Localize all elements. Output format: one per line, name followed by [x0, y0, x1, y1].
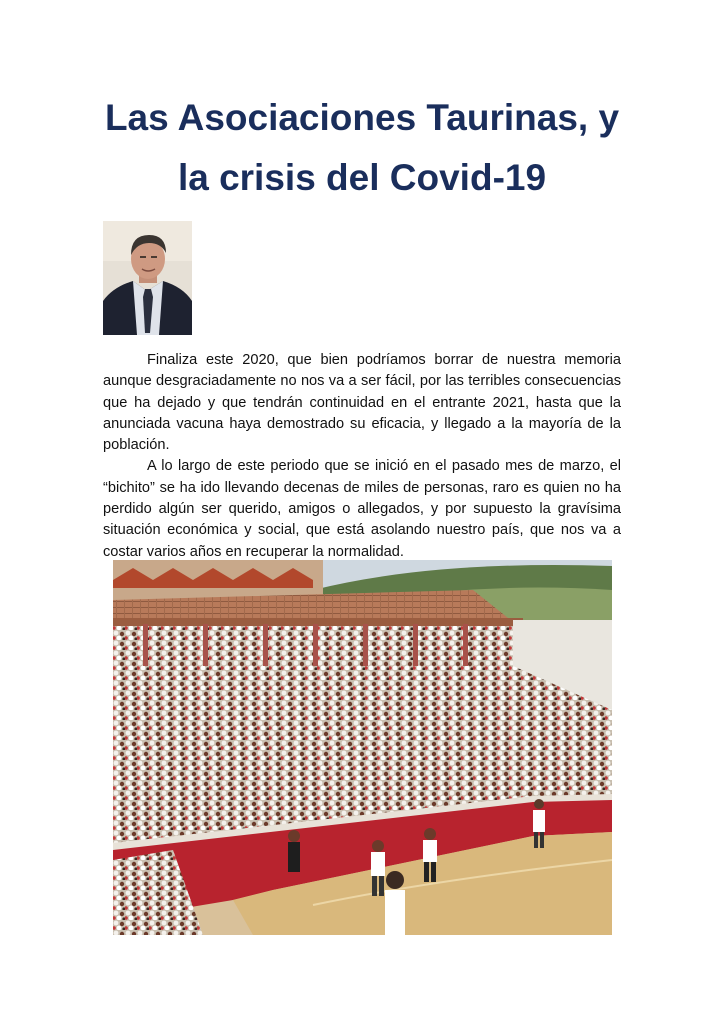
- bullring-crowd-photo: [113, 560, 612, 935]
- title-line-1: Las Asociaciones Taurinas, y: [104, 97, 620, 138]
- paragraph-1: Finaliza este 2020, que bien podríamos borrar de nuestra memoria aunque desgraciadamente no nos va a ser fácil, por las terribles consecuencias que ha dejado y que tendrán continuidad en el entrante 2021, hasta que la anunciada vacuna haya demostrado su eficacia, y llegado a la mayoría de la población.: [103, 352, 621, 454]
- article-body: [103, 350, 621, 563]
- document-title: [60, 88, 664, 208]
- author-portrait: [103, 221, 192, 335]
- title-line-2: la crisis del Covid-19: [177, 157, 547, 198]
- paragraph-2: A lo largo de este periodo que se inició en el pasado mes de marzo, el “bichito” se ha ido llevando decenas de miles de personas, raro es quien no ha perdido algún ser querido, amigos o allegados, y por supuesto la gravísima situación económica y social, que está asolando nuestro país, que nos va a costar varios años en recuperar la normalidad.: [103, 458, 621, 560]
